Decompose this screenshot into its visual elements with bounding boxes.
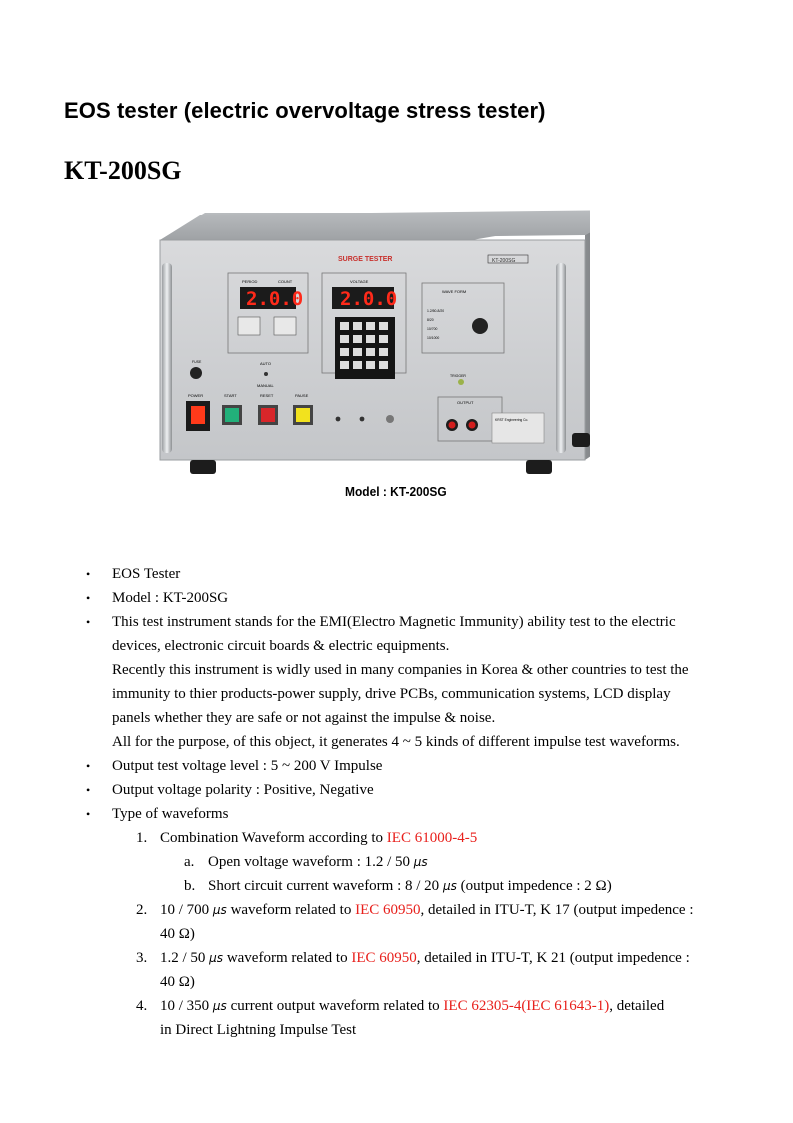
svg-text:AUTO: AUTO (260, 361, 272, 366)
svg-text:VOLTAGE: VOLTAGE (350, 279, 369, 284)
svg-text:MANUAL: MANUAL (257, 383, 274, 388)
svg-text:POWER: POWER (188, 393, 204, 398)
list-item: • Model : KT-200SG (86, 590, 229, 606)
spec-list: • EOS Tester • Model : KT-200SG • This test instrument stands for the EMI(Electro Magnetic Immunity) ability test to the electric devices, electronic circuit boards & electric equipments. Recently this instrument is widly used in many companies in Korea & other countries to test the immunity to thier products-power supply, drive PCBs, communication systems, LCD display panels whether they are safe or not against the impulse & noise. All for the purpose, of this object, it generates 4 ~ 5 kinds of different impulse test waveforms. • Output test voltage level : 5 ~ 200 V Impulse • Output voltage polarity : Positive, Negative • Type of waveforms 1. Combination Waveform according to IEC 61000-4-5 a. Open voltage waveform : 1.2 / 50 μs b. Short circuit current waveform : 8 / 20 μs (output impedence : 2 Ω) 2. 10 / 700 μs waveform related to IEC 60950, detailed in ITU-T, K 17 (output impedence : 40 Ω) 3. 1.2 / 50 μs waveform related to IEC 60950, detailed in ITU-T, K 21 (output impedence : 40 Ω) 4. 10 / 350 μs current output waveform related to IEC 62305-4(IEC 61643-1), detailed in Direct Lightning Impulse Test (0, 562, 793, 1042)
svg-text:PERIOD: PERIOD (242, 279, 258, 284)
svg-text:10/700: 10/700 (427, 327, 438, 331)
svg-text:TRIGGER: TRIGGER (450, 374, 466, 378)
list-item: • This test instrument stands for the EMI(Electro Magnetic Immunity) ability test to the electric (86, 614, 676, 630)
waveform-item-2: 2. 10 / 700 μs waveform related to IEC 60950, detailed in ITU-T, K 17 (output impedence : (136, 902, 694, 918)
waveform-item-1a: a. Open voltage waveform : 1.2 / 50 μs (184, 854, 428, 870)
svg-text:8/20: 8/20 (427, 318, 434, 322)
list-item: • EOS Tester (86, 566, 181, 582)
svg-text:WAVE FORM: WAVE FORM (442, 289, 467, 294)
svg-text:1.2/50-8/20: 1.2/50-8/20 (427, 309, 445, 313)
svg-text:RESET: RESET (260, 393, 274, 398)
svg-text:PAUSE: PAUSE (295, 393, 309, 398)
waveform-item-1: 1. Combination Waveform according to IEC 61000-4-5 (136, 830, 478, 846)
panel-title: SURGE TESTER (338, 256, 393, 263)
standard-link: IEC 60950 (351, 950, 417, 966)
model-heading: KT-200SG (64, 156, 182, 185)
list-item: • Type of waveforms (86, 806, 229, 822)
svg-text:FUSE: FUSE (192, 360, 202, 364)
svg-text:COUNT: COUNT (278, 279, 293, 284)
list-item: • Output voltage polarity : Positive, Negative (86, 782, 374, 798)
svg-text:10/1000: 10/1000 (427, 336, 440, 340)
voltage-display: 2.0.0 (340, 288, 398, 310)
period-display: 2.0.0 (246, 288, 304, 310)
photo-caption: Model : KT-200SG (345, 484, 447, 499)
waveform-item-4: 4. 10 / 350 μs current output waveform related to IEC 62305-4(IEC 61643-1), detailed (136, 998, 665, 1014)
svg-text:OUTPUT: OUTPUT (457, 400, 474, 405)
waveform-item-3: 3. 1.2 / 50 μs waveform related to IEC 60950, detailed in ITU-T, K 21 (output impedence : (136, 950, 690, 966)
svg-text:START: START (224, 393, 237, 398)
list-item: • Output test voltage level : 5 ~ 200 V Impulse (86, 758, 383, 774)
waveform-item-1b: b. Short circuit current waveform : 8 / 20 μs (output impedence : 2 Ω) (184, 878, 612, 894)
standard-link: IEC 62305-4(IEC 61643-1) (443, 998, 610, 1014)
standard-link: IEC 60950 (355, 902, 421, 918)
page-title: EOS tester (electric overvoltage stress tester) (64, 98, 546, 123)
panel-model: KT-200SG (492, 258, 516, 264)
svg-text:KRST Engineering Co.: KRST Engineering Co. (495, 418, 529, 422)
product-photo (150, 205, 590, 515)
standard-link: IEC 61000-4-5 (386, 830, 478, 846)
